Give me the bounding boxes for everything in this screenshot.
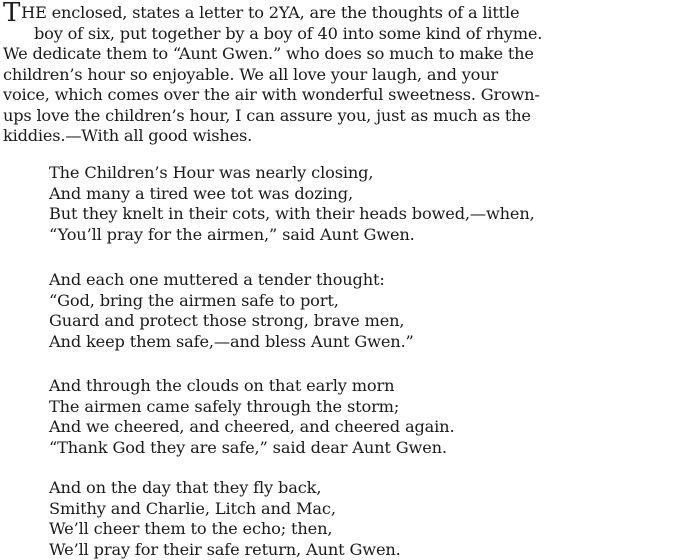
- intro-line: [3, 0, 697, 28]
- intro-paragraph: [3, 0, 697, 147]
- poem-stanza-4: [49, 478, 689, 560]
- poem-line: The airmen came safely through the storm;: [49, 396, 400, 416]
- poem-line: And on the day that they fly back,: [49, 478, 322, 497]
- poem-line: And we cheered, and cheered, and cheered again.: [49, 417, 455, 437]
- intro-line: kiddies.—With all good wishes.: [3, 126, 253, 145]
- poem-line: We’ll pray for their safe return, Aunt Gwen.: [49, 539, 401, 559]
- poem-line: “Thank God they are safe,” said dear Aunt Gwen.: [49, 437, 447, 457]
- intro-line-text: HE enclosed, states a letter to 2YA, are the thoughts of a little: [21, 3, 520, 22]
- poem-stanza-3: [49, 376, 689, 458]
- poem-line: “God, bring the airmen safe to port,: [49, 290, 339, 310]
- poem-line: And each one muttered a tender thought:: [49, 270, 385, 289]
- intro-line: ups love the children’s hour, I can assure you, just as much as the: [3, 105, 531, 125]
- intro-line: children’s hour so enjoyable. We all love your laugh, and your: [3, 64, 498, 84]
- poem-line: Guard and protect those strong, brave men,: [49, 311, 405, 331]
- poem-line: And through the clouds on that early morn: [49, 376, 395, 395]
- poem-line: We’ll cheer them to the echo; then,: [49, 519, 333, 539]
- poem-line: But they knelt in their cots, with their heads bowed,—when,: [49, 204, 535, 224]
- poem-stanza-2: [49, 270, 689, 352]
- intro-line: We dedicate them to “Aunt Gwen.” who does so much to make the: [3, 44, 534, 63]
- poem-line: And many a tired wee tot was dozing,: [49, 183, 354, 203]
- drop-cap: T: [3, 0, 21, 28]
- intro-line: boy of six, put together by a boy of 40 into some kind of rhyme.: [34, 23, 543, 43]
- poem-stanza-1: [49, 163, 689, 245]
- intro-line: voice, which comes over the air with wonderful sweetness. Grown-: [3, 85, 540, 104]
- poem-line: And keep them safe,—and bless Aunt Gwen.”: [49, 331, 414, 351]
- poem-line: “You’ll pray for the airmen,” said Aunt Gwen.: [49, 224, 415, 244]
- poem-line: The Children’s Hour was nearly closing,: [49, 163, 374, 182]
- poem-line: Smithy and Charlie, Litch and Mac,: [49, 498, 336, 518]
